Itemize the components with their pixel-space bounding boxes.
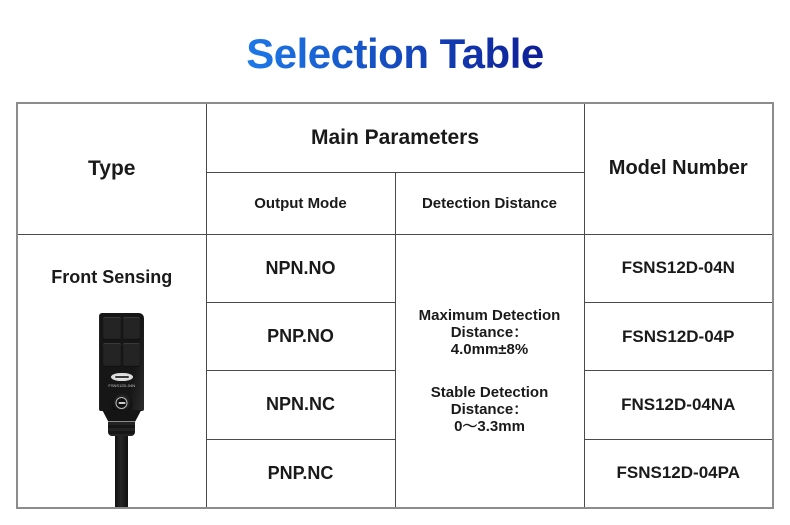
output-mode-value: NPN.NC: [206, 371, 395, 439]
detection-distance-cell: [395, 234, 584, 508]
page-title-text: Selection Table: [246, 30, 544, 77]
sensor-brand-logo: [111, 373, 133, 381]
sensor-led-slit: [118, 402, 125, 404]
model-number-value: FSNS12D-04N: [584, 234, 773, 302]
output-mode-value: PNP.NC: [206, 439, 395, 507]
selection-table: [16, 102, 774, 509]
sensor-model-label: FSNS12D-04N: [108, 382, 136, 388]
stable-detection-line: 0～3.3mm: [454, 417, 525, 435]
stable-detection-line: Stable Detection: [430, 383, 549, 401]
header-model-number: Model Number: [584, 103, 773, 234]
stable-detection-distance: [431, 384, 549, 435]
model-number-value: FSNS12D-04P: [584, 302, 773, 370]
sensor-body: [99, 313, 144, 411]
sensor-face-grid: [103, 317, 140, 367]
model-number-value: FNS12D-04NA: [584, 371, 773, 439]
sensor-neck: [99, 410, 144, 422]
maximum-detection-distance: [419, 307, 561, 358]
output-mode-value: PNP.NO: [206, 302, 395, 370]
type-cell: [17, 234, 206, 508]
max-detection-line: 4.0mm±8%: [450, 340, 529, 358]
sensor-cable-gland: [108, 422, 135, 436]
header-output-mode: Output Mode: [206, 172, 395, 234]
page-title: [0, 30, 790, 78]
sensor-cable: [115, 436, 128, 507]
max-detection-line: Distance：: [450, 323, 529, 341]
output-mode-value: NPN.NO: [206, 234, 395, 302]
type-label: Front Sensing: [51, 266, 173, 287]
model-number-value: FSNS12D-04PA: [584, 439, 773, 507]
header-detection-distance: Detection Distance: [395, 172, 584, 234]
sensor-led-ring: [116, 397, 128, 409]
type-cell-content: [18, 235, 206, 507]
header-type: Type: [17, 103, 206, 234]
header-main-parameters: Main Parameters: [206, 103, 584, 172]
max-detection-line: Maximum Detection: [418, 306, 561, 324]
stable-detection-line: Distance：: [450, 400, 529, 418]
detection-distance-content: [396, 235, 584, 507]
sensor-product-photo: [90, 313, 154, 507]
